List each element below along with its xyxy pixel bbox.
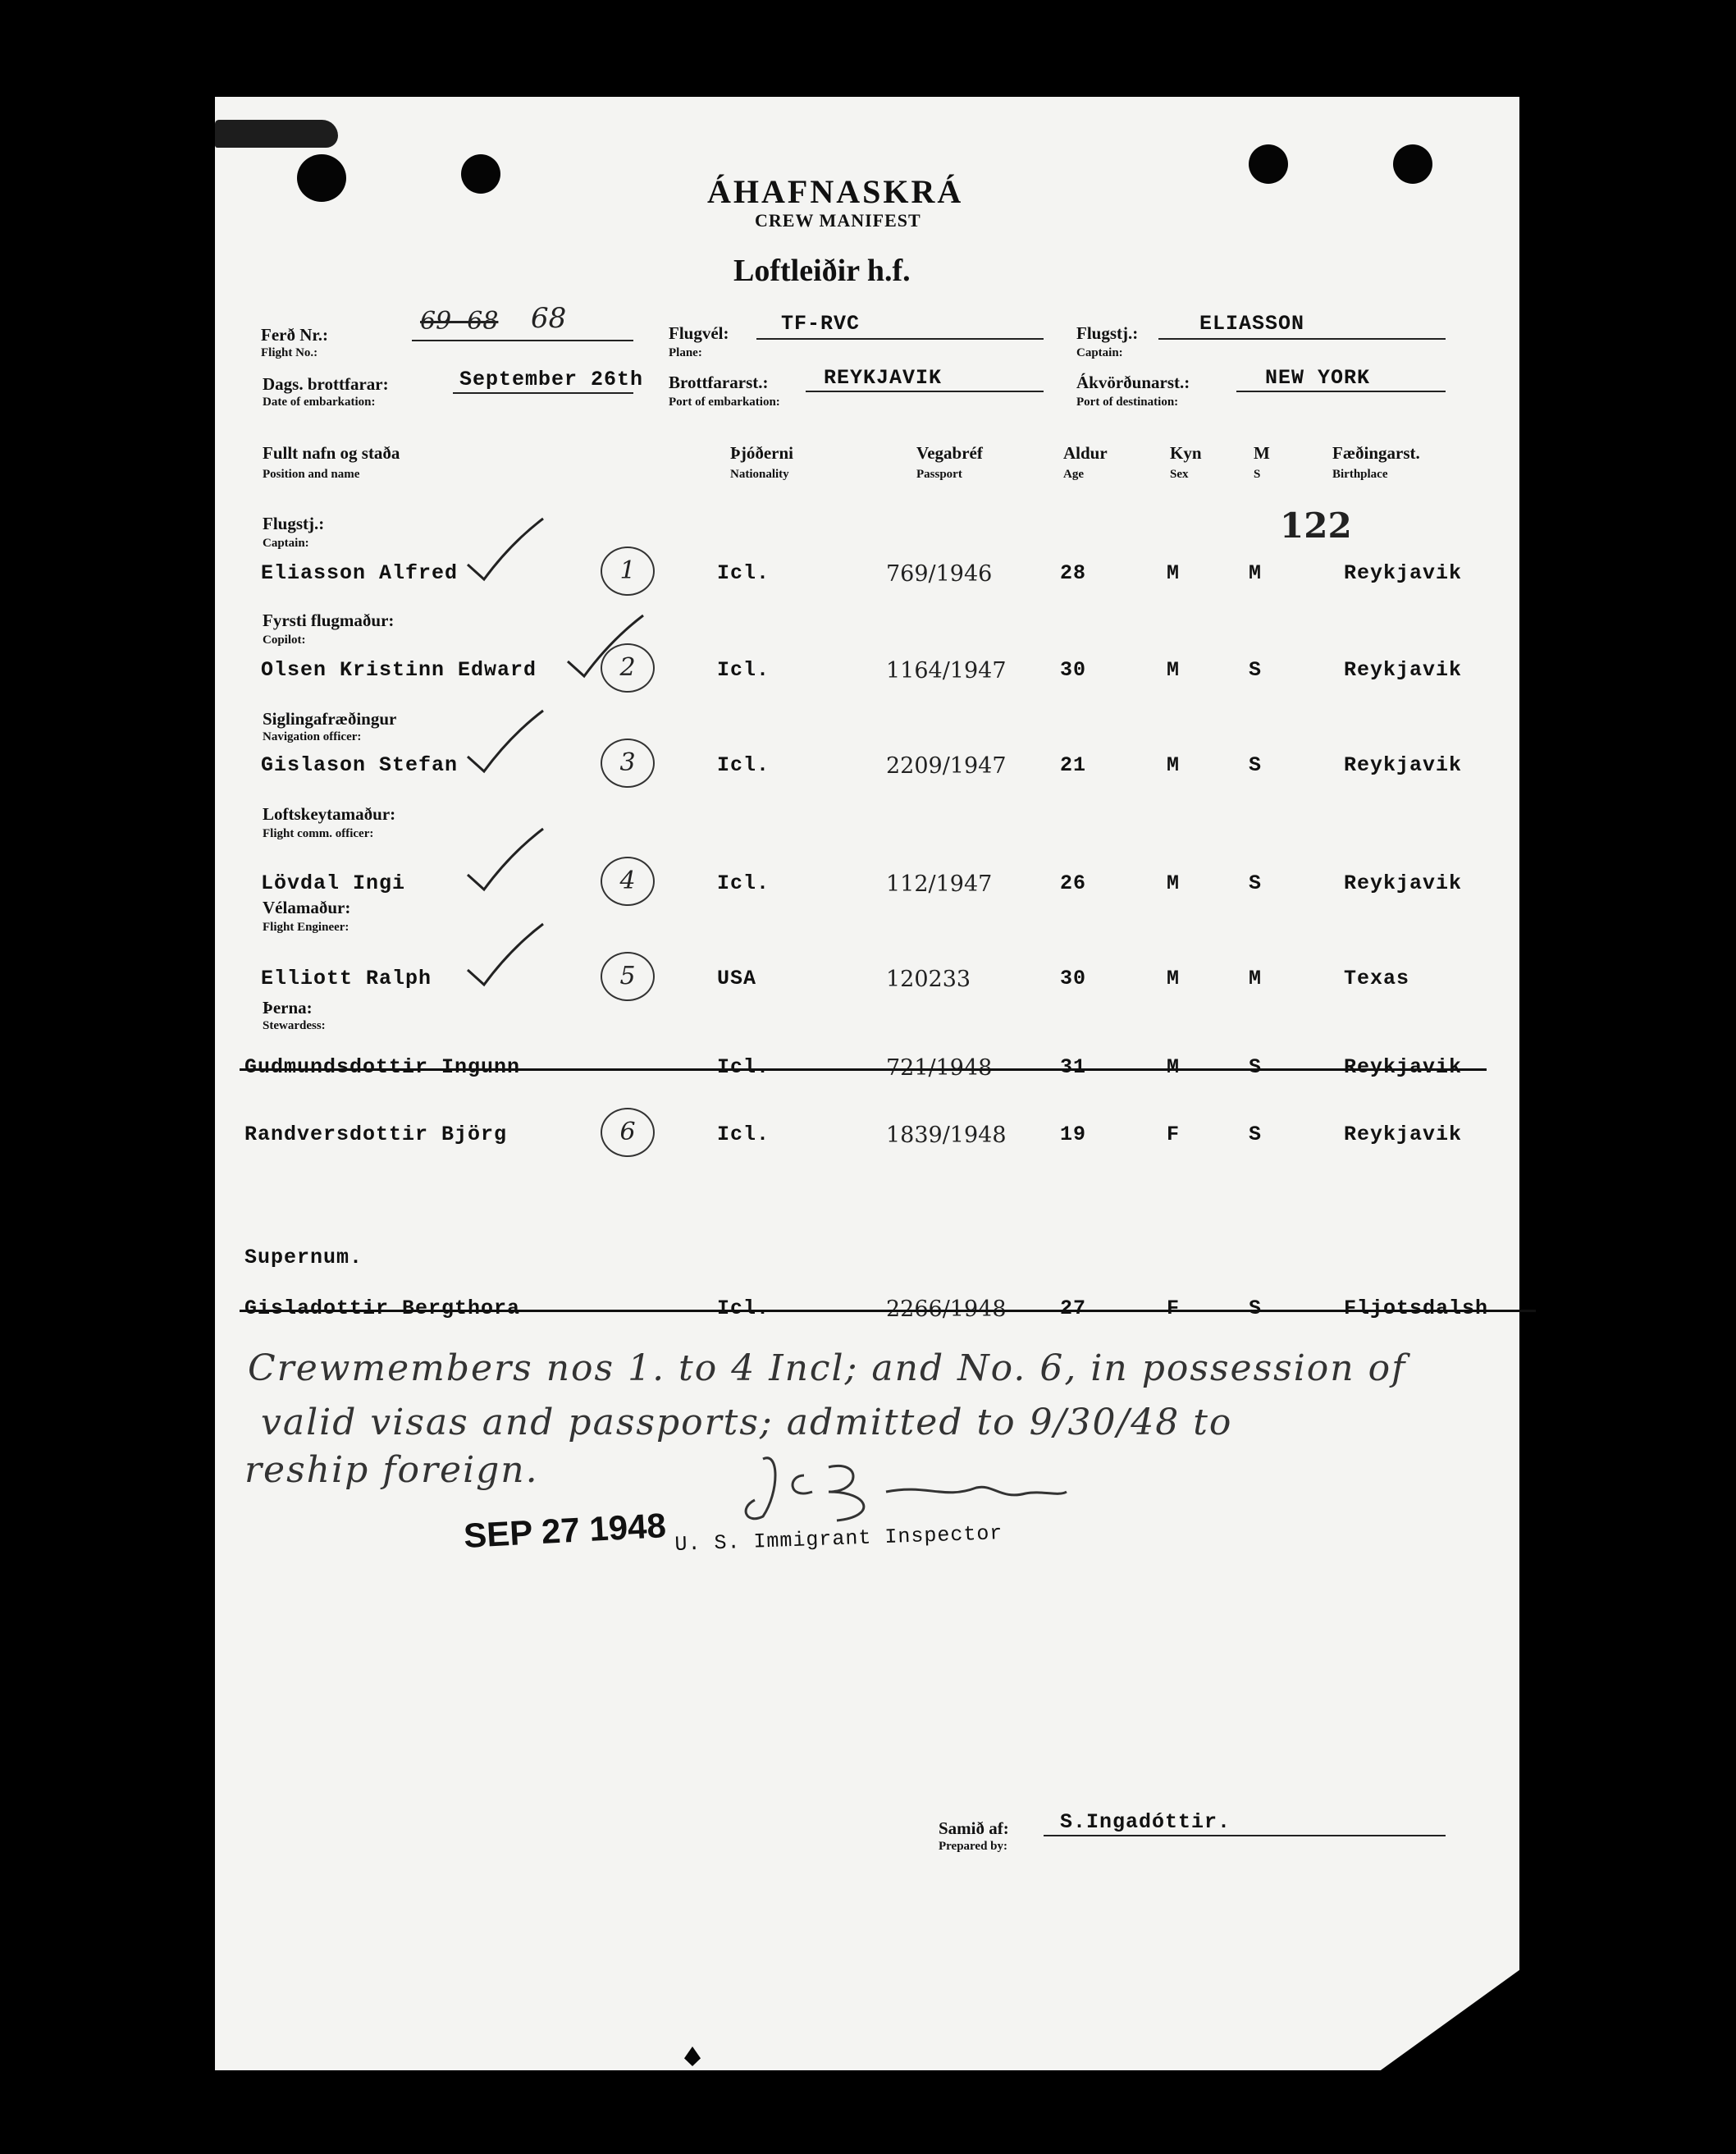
crew-age: 31 xyxy=(1060,1055,1087,1079)
crew-age: 30 xyxy=(1060,658,1087,682)
pos-copilot: Fyrsti flugmaður: xyxy=(263,611,395,630)
crew-age: 28 xyxy=(1060,561,1087,585)
crew-nationality: Icl. xyxy=(717,1123,770,1146)
crew-number-circle: 4 xyxy=(601,857,655,906)
col-passport-sub: Passport xyxy=(916,468,962,481)
check-mark-icon xyxy=(461,919,551,993)
flight-no-line xyxy=(412,340,633,341)
document-title: ÁHAFNASKRÁ xyxy=(707,173,964,210)
crew-birthplace: Reykjavik xyxy=(1344,871,1463,895)
plane-sub: Plane: xyxy=(669,346,702,359)
crew-birthplace: Reykjavik xyxy=(1344,1055,1463,1079)
port-emb-value: REYKJAVIK xyxy=(824,366,943,390)
crew-sex: F xyxy=(1167,1123,1181,1146)
check-mark-icon xyxy=(461,824,551,898)
date-stamp: SEP 27 1948 xyxy=(463,1506,667,1555)
crew-passport: 120233 xyxy=(886,967,971,992)
flight-no-label: Ferð Nr.: xyxy=(261,325,329,345)
inspector-signature xyxy=(730,1443,1075,1537)
captain-label: Flugstj.: xyxy=(1076,323,1139,343)
pos-stewardess: Þerna: xyxy=(263,998,313,1018)
date-value: September 26th xyxy=(459,368,644,391)
crew-passport: 1164/1947 xyxy=(886,658,1007,684)
pos-navigator: Siglingafræðingur xyxy=(263,709,397,729)
plane-line xyxy=(756,338,1044,340)
crew-sex: M xyxy=(1167,658,1181,682)
strike-line xyxy=(240,1068,1487,1071)
pos-stewardess-sub: Stewardess: xyxy=(263,1019,326,1032)
crew-number-circle: 5 xyxy=(601,952,655,1001)
crew-nationality: Icl. xyxy=(717,871,770,895)
crew-passport: 721/1948 xyxy=(886,1055,993,1081)
flight-no-sub: Flight No.: xyxy=(261,346,318,359)
crew-birthplace: Fljotsdalsh xyxy=(1344,1297,1489,1320)
crew-birthplace: Reykjavik xyxy=(1344,1123,1463,1146)
crew-nationality: Icl. xyxy=(717,1297,770,1320)
check-mark-icon xyxy=(561,611,651,684)
crew-passport: 112/1947 xyxy=(886,871,993,897)
col-age: Aldur xyxy=(1063,443,1108,463)
captain-sub: Captain: xyxy=(1076,346,1123,359)
crew-age: 30 xyxy=(1060,967,1087,990)
crew-ms: S xyxy=(1249,1123,1263,1146)
prepared-line xyxy=(1044,1835,1446,1836)
dest-label: Ákvörðunarst.: xyxy=(1076,373,1190,392)
crew-age: 26 xyxy=(1060,871,1087,895)
col-birthplace-sub: Birthplace xyxy=(1332,468,1388,481)
flight-no-struck: 69 68 xyxy=(420,307,499,336)
crew-age: 27 xyxy=(1060,1297,1087,1320)
plane-value: TF-RVC xyxy=(781,312,861,336)
crew-birthplace: Texas xyxy=(1344,967,1410,990)
pos-radio: Loftskeytamaður: xyxy=(263,804,396,824)
crew-passport: 1839/1948 xyxy=(886,1123,1007,1148)
crew-name: Eliasson Alfred xyxy=(261,561,459,585)
crew-nationality: Icl. xyxy=(717,561,770,585)
crew-ms: S xyxy=(1249,753,1263,777)
crew-ms: S xyxy=(1249,658,1263,682)
prepared-sub: Prepared by: xyxy=(939,1840,1008,1853)
pos-radio-sub: Flight comm. officer: xyxy=(263,827,374,840)
dest-sub: Port of destination: xyxy=(1076,396,1179,409)
crew-age: 19 xyxy=(1060,1123,1087,1146)
crew-passport: 769/1946 xyxy=(886,561,993,587)
prepared-value: S.Ingadóttir. xyxy=(1060,1810,1231,1834)
col-ms-sub: S xyxy=(1254,468,1261,481)
punch-hole-right xyxy=(1249,144,1288,184)
col-sex-sub: Sex xyxy=(1170,468,1189,481)
crew-name: Gislason Stefan xyxy=(261,753,459,777)
crew-birthplace: Reykjavik xyxy=(1344,561,1463,585)
pos-engineer-sub: Flight Engineer: xyxy=(263,921,349,934)
crew-sex: M xyxy=(1167,753,1181,777)
port-emb-sub: Port of embarkation: xyxy=(669,396,780,409)
check-mark-icon xyxy=(461,706,551,780)
captain-line xyxy=(1158,338,1446,340)
crew-nationality: Icl. xyxy=(717,658,770,682)
crew-ms: S xyxy=(1249,1297,1263,1320)
captain-value: ELIASSON xyxy=(1199,312,1305,336)
punch-hole-right-outer xyxy=(1393,144,1432,184)
crew-nationality: Icl. xyxy=(717,1055,770,1079)
bottom-ink-mark xyxy=(684,2047,701,2066)
pos-navigator-sub: Navigation officer: xyxy=(263,730,362,743)
col-passport: Vegabréf xyxy=(916,443,983,463)
col-sex: Kyn xyxy=(1170,443,1202,463)
crew-passport: 2266/1948 xyxy=(886,1297,1007,1322)
inspector-title: U. S. Immigrant Inspector xyxy=(674,1521,1003,1557)
ink-smudge xyxy=(215,120,338,148)
crew-name: Olsen Kristinn Edward xyxy=(261,658,537,682)
crew-ms: S xyxy=(1249,1055,1263,1079)
date-sub: Date of embarkation: xyxy=(263,396,376,409)
col-nationality: Þjóðerni xyxy=(730,443,793,463)
pos-captain-sub: Captain: xyxy=(263,537,309,550)
crew-nationality: USA xyxy=(717,967,757,990)
crew-sex: M xyxy=(1167,871,1181,895)
crew-ms: M xyxy=(1249,561,1263,585)
crew-name: Gudmundsdottir Ingunn xyxy=(244,1055,521,1079)
port-emb-line xyxy=(806,391,1044,392)
crew-number-circle: 2 xyxy=(601,643,655,693)
plane-label: Flugvél: xyxy=(669,323,729,343)
crew-ms: S xyxy=(1249,871,1263,895)
crew-number-circle: 1 xyxy=(601,547,655,596)
pos-captain: Flugstj.: xyxy=(263,514,325,533)
crew-sex: F xyxy=(1167,1297,1181,1320)
note-line-3: reship foreign. xyxy=(244,1449,539,1491)
strike-line xyxy=(240,1310,1536,1312)
manifest-sheet xyxy=(215,97,1519,2070)
col-name-sub: Position and name xyxy=(263,468,360,481)
col-age-sub: Age xyxy=(1063,468,1084,481)
flight-no-value: 68 xyxy=(531,302,567,335)
col-name: Fullt nafn og staða xyxy=(263,443,400,463)
dest-value: NEW YORK xyxy=(1265,366,1371,390)
dest-line xyxy=(1236,391,1446,392)
pos-supernum: Supernum. xyxy=(244,1246,363,1269)
crew-nationality: Icl. xyxy=(717,753,770,777)
crew-birthplace: Reykjavik xyxy=(1344,658,1463,682)
col-birthplace: Fæðingarst. xyxy=(1332,443,1420,463)
crew-name: Elliott Ralph xyxy=(261,967,432,990)
crew-age: 21 xyxy=(1060,753,1087,777)
crew-number-circle: 3 xyxy=(601,739,655,788)
note-line-2: valid visas and passports; admitted to 9/30/48 to xyxy=(261,1402,1233,1443)
date-line xyxy=(453,392,633,394)
crew-name: Lövdal Ingi xyxy=(261,871,406,895)
punch-hole-left-inner xyxy=(297,154,346,202)
col-nationality-sub: Nationality xyxy=(730,468,789,481)
prepared-label: Samið af: xyxy=(939,1818,1009,1838)
crew-passport: 2209/1947 xyxy=(886,753,1007,779)
document-subtitle: CREW MANIFEST xyxy=(755,210,921,231)
folded-corner xyxy=(1378,1965,1526,2072)
crew-sex: M xyxy=(1167,561,1181,585)
punch-hole-left xyxy=(461,154,500,194)
crew-number-circle: 6 xyxy=(601,1108,655,1157)
page-number: 122 xyxy=(1280,505,1352,546)
crew-sex: M xyxy=(1167,967,1181,990)
crew-name: Gisladottir Bergthora xyxy=(244,1297,521,1320)
crew-sex: M xyxy=(1167,1055,1181,1079)
pos-copilot-sub: Copilot: xyxy=(263,633,306,647)
crew-birthplace: Reykjavik xyxy=(1344,753,1463,777)
port-emb-label: Brottfararst.: xyxy=(669,373,769,392)
crew-name: Randversdottir Björg xyxy=(244,1123,508,1146)
col-ms: M xyxy=(1254,443,1270,463)
crew-ms: M xyxy=(1249,967,1263,990)
note-line-1: Crewmembers nos 1. to 4 Incl; and No. 6, in possession of xyxy=(248,1347,1407,1389)
date-label: Dags. brottfarar: xyxy=(263,374,389,394)
company-name: Loftleiðir h.f. xyxy=(733,254,911,288)
pos-engineer: Vélamaður: xyxy=(263,898,351,917)
check-mark-icon xyxy=(461,514,551,588)
